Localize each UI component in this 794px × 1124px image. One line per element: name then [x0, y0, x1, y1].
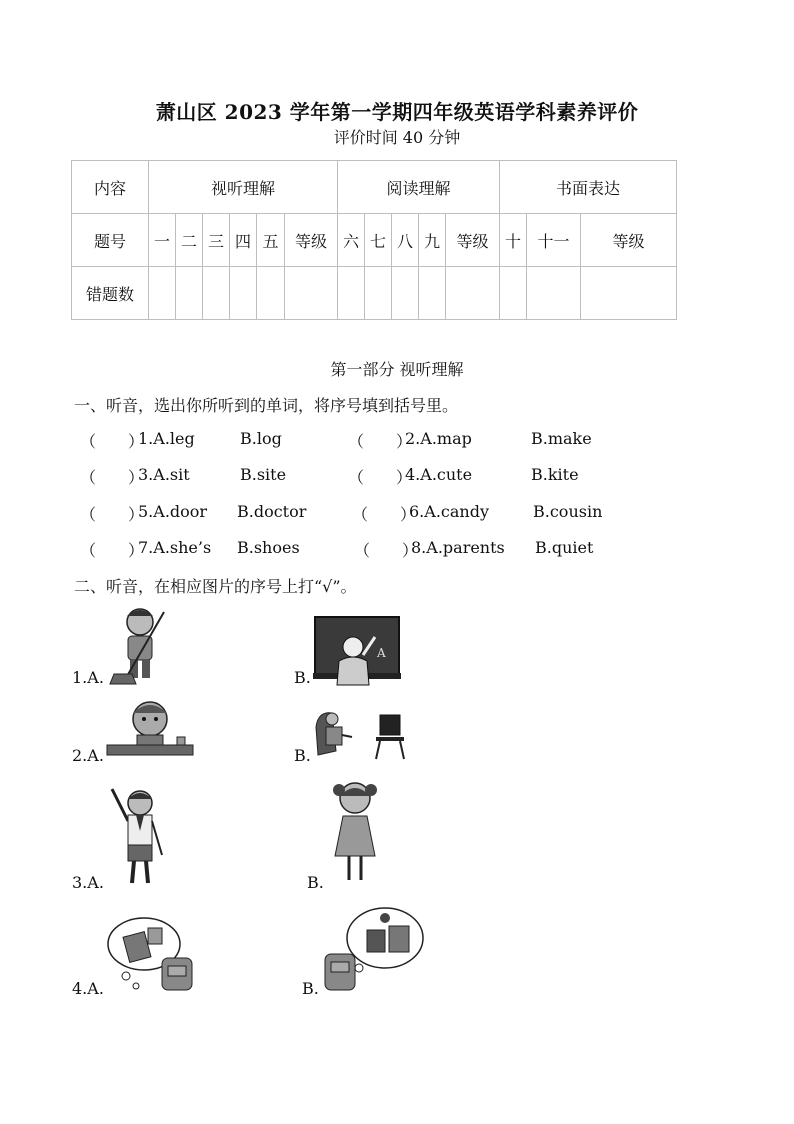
- table-cell: 六: [338, 214, 365, 267]
- table-cell: 七: [365, 214, 392, 267]
- table-cell: 错题数: [72, 267, 149, 320]
- table-cell: 十: [500, 214, 527, 267]
- boy-waving-picture: [106, 785, 170, 889]
- table-cell: 八: [392, 214, 419, 267]
- blank-cell[interactable]: [527, 267, 581, 320]
- option-b: B.make: [531, 429, 592, 448]
- table-cell: 九: [419, 214, 446, 267]
- option-b: B.log: [240, 429, 282, 448]
- option-a: 2.A.map: [405, 429, 472, 448]
- table-cell: 二: [176, 214, 203, 267]
- answer-paren[interactable]: （ ）: [80, 432, 145, 451]
- table-cell: 四: [230, 214, 257, 267]
- boy-at-desk-picture: [105, 697, 195, 761]
- answer-paren[interactable]: （ ）: [348, 432, 413, 451]
- page-title: 萧山区 2023 学年第一学期四年级英语学科素养评价: [155, 100, 639, 124]
- table-cell: 等级: [285, 214, 338, 267]
- table-cell: 一: [149, 214, 176, 267]
- option-a: 4.A.cute: [405, 465, 473, 484]
- picture-option-label[interactable]: 1.A.: [72, 668, 104, 687]
- blank-cell[interactable]: [203, 267, 230, 320]
- option-a: 6.A.candy: [409, 502, 489, 521]
- option-a: 5.A.door: [138, 502, 208, 521]
- blank-cell[interactable]: [149, 267, 176, 320]
- boy-watching-tv-picture: [312, 707, 408, 763]
- blank-cell[interactable]: [500, 267, 527, 320]
- score-table: [71, 160, 677, 320]
- answer-paren[interactable]: （ ）: [348, 468, 413, 487]
- answer-paren[interactable]: （ ）: [80, 468, 145, 487]
- answer-paren[interactable]: （ ）: [354, 541, 419, 560]
- picture-option-label[interactable]: B.: [302, 979, 319, 998]
- blank-cell[interactable]: [257, 267, 285, 320]
- picture-option-label[interactable]: 2.A.: [72, 746, 104, 765]
- boy-sweeping-picture: [104, 604, 176, 686]
- thought-bubble-backpack-picture: [104, 914, 200, 994]
- option-b: B.shoes: [237, 538, 300, 557]
- page-subtitle: 评价时间 40 分钟: [333, 128, 461, 147]
- girl-standing-picture: [325, 776, 385, 888]
- table-cell: 三: [203, 214, 230, 267]
- blank-cell[interactable]: [365, 267, 392, 320]
- blank-cell[interactable]: [446, 267, 500, 320]
- answer-paren[interactable]: （ ）: [80, 541, 145, 560]
- blank-cell[interactable]: [285, 267, 338, 320]
- section-instruction: 二、听音，在相应图片的序号上打“√”。: [74, 577, 357, 596]
- option-a: 3.A.sit: [138, 465, 190, 484]
- picture-option-label[interactable]: B.: [294, 668, 311, 687]
- option-a: 7.A.she’s: [138, 538, 212, 557]
- table-cell: 五: [257, 214, 285, 267]
- option-b: B.doctor: [237, 502, 307, 521]
- blank-cell[interactable]: [419, 267, 446, 320]
- picture-option-label[interactable]: B.: [307, 873, 324, 892]
- blank-cell[interactable]: [392, 267, 419, 320]
- table-cell: 题号: [72, 214, 149, 267]
- blank-cell[interactable]: [230, 267, 257, 320]
- table-cell: 等级: [446, 214, 500, 267]
- answer-paren[interactable]: （ ）: [352, 505, 417, 524]
- option-b: B.kite: [531, 465, 579, 484]
- table-cell: 等级: [581, 214, 677, 267]
- picture-option-label[interactable]: B.: [294, 746, 311, 765]
- part-heading: 第一部分 视听理解: [330, 360, 464, 379]
- table-cell: 阅读理解: [338, 161, 500, 214]
- blank-cell[interactable]: [581, 267, 677, 320]
- table-cell: 十一: [527, 214, 581, 267]
- option-b: B.quiet: [535, 538, 594, 557]
- blank-cell[interactable]: [176, 267, 203, 320]
- option-b: B.site: [240, 465, 287, 484]
- svg-text:A: A: [377, 646, 386, 660]
- thought-bubble-backpack-picture: [323, 904, 427, 994]
- blank-cell[interactable]: [338, 267, 365, 320]
- option-a: 1.A.leg: [138, 429, 195, 448]
- section-instruction: 一、听音，选出你所听到的单词，将序号填到括号里。: [74, 396, 459, 415]
- picture-option-label[interactable]: 4.A.: [72, 979, 104, 998]
- option-b: B.cousin: [533, 502, 603, 521]
- table-cell: 视听理解: [149, 161, 338, 214]
- option-a: 8.A.parents: [411, 538, 505, 557]
- table-cell: 书面表达: [500, 161, 677, 214]
- boy-at-blackboard-picture: [313, 615, 401, 687]
- table-cell: 内容: [72, 161, 149, 214]
- picture-option-label[interactable]: 3.A.: [72, 873, 104, 892]
- answer-paren[interactable]: （ ）: [80, 505, 145, 524]
